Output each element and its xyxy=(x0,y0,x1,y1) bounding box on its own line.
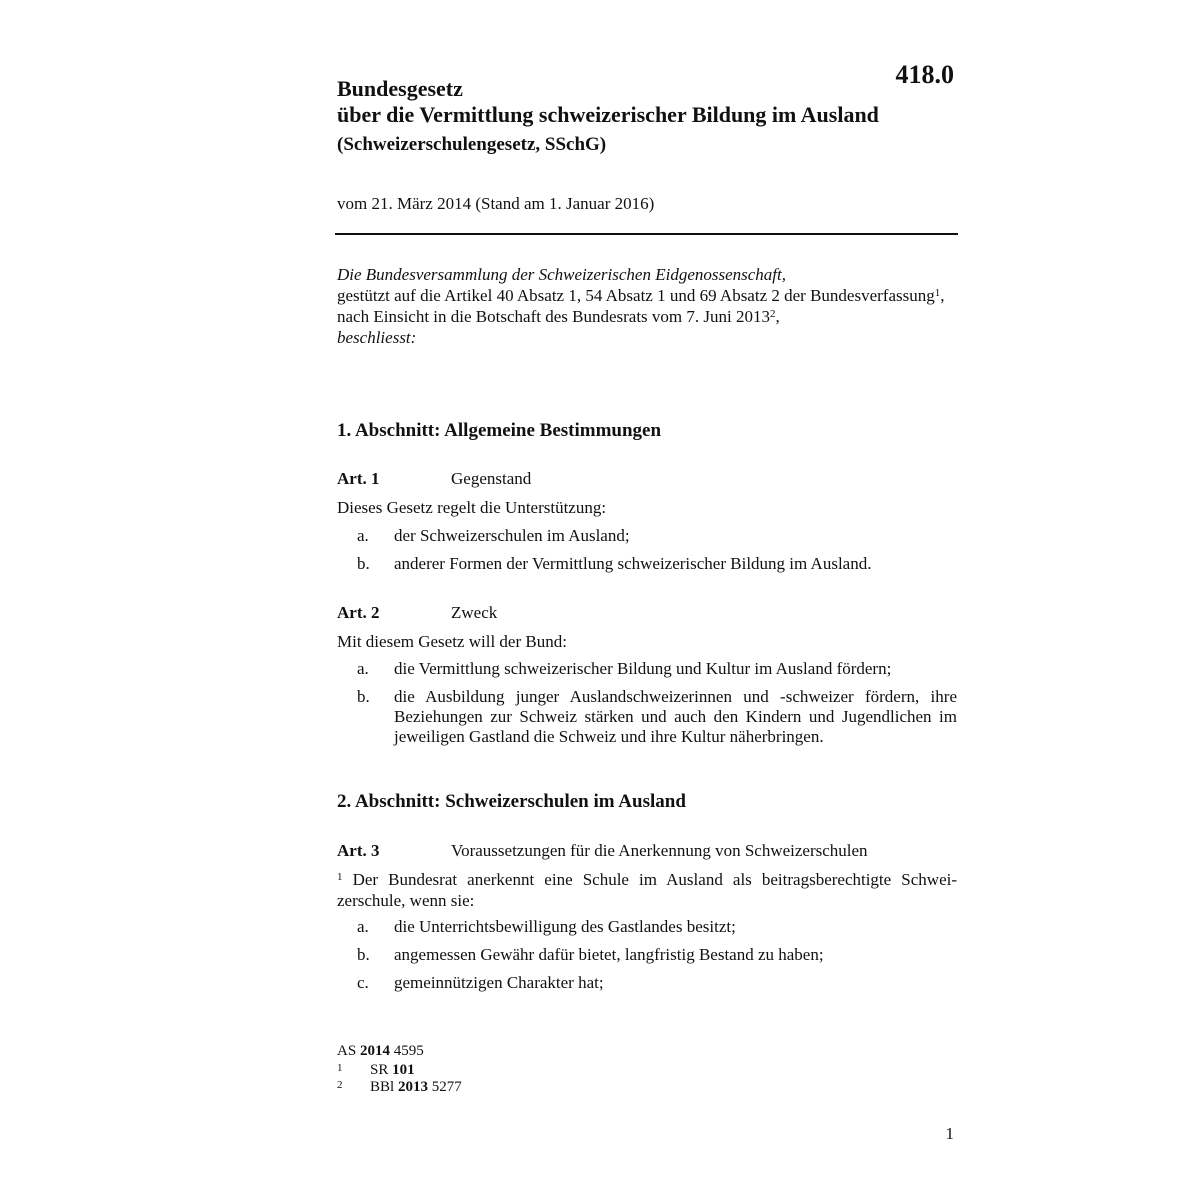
as-reference xyxy=(337,1043,424,1060)
list-marker: a. xyxy=(357,659,369,678)
article-2-heading xyxy=(337,603,497,623)
article-1-heading xyxy=(337,469,531,489)
footnote-ref-1[interactable]: 1 xyxy=(934,287,941,299)
list-item xyxy=(357,945,957,965)
list-marker: a. xyxy=(357,526,369,545)
footnote-prefix: BBl xyxy=(370,1079,395,1095)
date-line: vom 21. März 2014 (Stand am 1. Januar 2016) xyxy=(337,194,655,213)
list-marker: b. xyxy=(357,945,370,964)
list-text: anderer Formen der Vermittlung schweizerischer Bildung im Ausland. xyxy=(394,554,872,573)
law-title xyxy=(337,76,879,158)
list-marker: c. xyxy=(357,973,369,992)
preamble-basis xyxy=(337,285,957,306)
footnote-page: 5277 xyxy=(431,1079,462,1095)
article-1-title: Gegenstand xyxy=(451,469,532,488)
list-marker: a. xyxy=(357,917,369,936)
list-text: die Ausbildung junger Auslandschweizerinnen und -schweizer fördern, ihre Beziehungen zur Schweiz stärken und auch den Kindern und Jugendlichen im jeweiligen Gastland die Schweiz und ihre Kultur näherbringen. xyxy=(394,687,957,746)
list-text: der Schweizerschulen im Ausland; xyxy=(394,526,630,545)
preamble-authority: Die Bundesversammlung der Schweizerischen Eidgenossenschaft, xyxy=(337,265,786,284)
footnote-1 xyxy=(337,1062,415,1079)
paragraph-number: 1 xyxy=(337,871,343,883)
list-item xyxy=(357,659,957,679)
preamble xyxy=(337,264,957,348)
article-3-title: Voraussetzungen für die Anerkennung von Schweizerschulen xyxy=(451,841,868,860)
preamble-basis-end: , xyxy=(940,286,945,305)
article-3-intro-text: Der Bundesrat anerkennt eine Schule im Ausland als beitragsberechtigte Schwei-zerschule, wenn sie: xyxy=(337,870,957,910)
preamble-message-end: , xyxy=(775,307,780,326)
list-marker: b. xyxy=(357,554,370,573)
article-3-intro xyxy=(337,869,957,911)
list-text: die Vermittlung schweizerischer Bildung und Kultur im Ausland fördern; xyxy=(394,659,892,678)
article-3-number: Art. 3 xyxy=(337,841,380,860)
preamble-message xyxy=(337,306,957,327)
list-text: angemessen Gewähr dafür bietet, langfristig Bestand zu haben; xyxy=(394,945,824,964)
footnote-number: 1 xyxy=(337,1062,343,1074)
as-prefix: AS xyxy=(337,1043,357,1059)
article-2-intro: Mit diesem Gesetz will der Bund: xyxy=(337,632,567,651)
preamble-resolves: beschliesst: xyxy=(337,328,417,347)
article-1-number: Art. 1 xyxy=(337,469,380,488)
sr-number: 418.0 xyxy=(895,60,954,89)
section-heading-1: 1. Abschnitt: Allgemeine Bestimmungen xyxy=(337,420,662,441)
header-rule xyxy=(335,233,958,235)
list-marker: b. xyxy=(357,687,370,706)
list-text: die Unterrichtsbewilligung des Gastlandes besitzt; xyxy=(394,917,736,936)
section-heading-2: 2. Abschnitt: Schweizerschulen im Ausland xyxy=(337,791,686,812)
article-2-title: Zweck xyxy=(451,603,498,622)
article-2-number: Art. 2 xyxy=(337,603,380,622)
article-3-heading xyxy=(337,841,868,861)
as-page: 4595 xyxy=(393,1043,424,1059)
list-item xyxy=(357,526,957,546)
list-item xyxy=(357,973,957,993)
footnote-prefix: SR xyxy=(370,1062,389,1078)
title-line-2: über die Vermittlung schweizerischer Bildung im Ausland xyxy=(337,102,879,127)
title-line-1: Bundesgesetz xyxy=(337,76,463,101)
footnote-2 xyxy=(337,1079,462,1096)
preamble-message-text: nach Einsicht in die Botschaft des Bundesrats vom 7. Juni 2013 xyxy=(337,307,770,326)
as-year: 2014 xyxy=(359,1043,390,1059)
list-item xyxy=(357,687,957,747)
footnote-ref-value: 2013 xyxy=(397,1079,428,1095)
article-1-intro: Dieses Gesetz regelt die Unterstützung: xyxy=(337,498,607,517)
page-number: 1 xyxy=(945,1124,954,1143)
short-title: (Schweizerschulengesetz, SSchG) xyxy=(337,134,607,155)
footnote-ref-2[interactable]: 2 xyxy=(769,308,776,320)
list-item xyxy=(357,554,957,574)
footnote-number: 2 xyxy=(337,1079,343,1091)
list-item xyxy=(357,917,957,937)
preamble-basis-text: gestützt auf die Artikel 40 Absatz 1, 54 Absatz 1 und 69 Absatz 2 der Bundesverfassung xyxy=(337,286,935,305)
list-text: gemeinnützigen Charakter hat; xyxy=(394,973,604,992)
footnote-ref-value: 101 xyxy=(392,1062,415,1078)
